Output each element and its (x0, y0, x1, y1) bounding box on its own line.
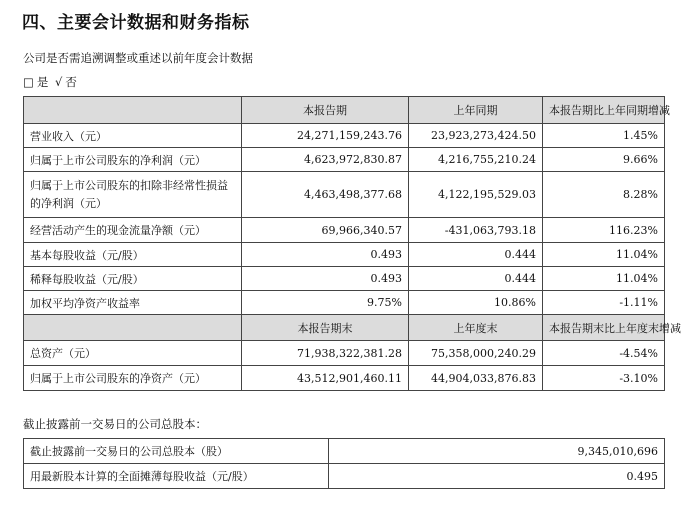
change-value: -4.54% (543, 341, 665, 366)
table-row (24, 439, 665, 464)
change-value: 1.45% (543, 124, 665, 148)
check-icon: √ (55, 75, 63, 89)
current-value: 4,463,498,377.68 (242, 172, 409, 218)
change-value: 11.04% (543, 267, 665, 291)
current-value: 9.75% (242, 291, 409, 315)
row-label: 用最新股本计算的全面摊薄每股收益（元/股） (24, 464, 329, 489)
row-label: 归属于上市公司股东的扣除非经常性损益的净利润（元） (24, 172, 242, 218)
table-row (24, 366, 665, 391)
header-cell: 本报告期 (242, 97, 409, 124)
current-value: 69,966,340.57 (242, 218, 409, 243)
prior-value: 75,358,000,240.29 (409, 341, 543, 366)
change-value: -1.11% (543, 291, 665, 315)
header-cell: 上年度末 (409, 315, 543, 341)
checkbox-icon: □ (23, 75, 34, 89)
share-capital-note: 截止披露前一交易日的公司总股本： (23, 417, 207, 431)
prior-value: 23,923,273,424.50 (409, 124, 543, 148)
current-value: 24,271,159,243.76 (242, 124, 409, 148)
prior-value: 0.444 (409, 267, 543, 291)
header-cell (24, 97, 242, 124)
current-value: 71,938,322,381.28 (242, 341, 409, 366)
financial-indicators-table (23, 96, 681, 391)
current-value: 43,512,901,460.11 (242, 366, 409, 391)
prior-value: 44,904,033,876.83 (409, 366, 543, 391)
row-value: 0.495 (329, 464, 665, 489)
header-cell: 本报告期比上年同期增减 (543, 97, 665, 124)
change-value: 8.28% (543, 172, 665, 218)
table-row (24, 464, 665, 489)
row-label: 稀释每股收益（元/股） (24, 267, 242, 291)
prior-value: 0.444 (409, 243, 543, 267)
change-value: 116.23% (543, 218, 665, 243)
section-heading: 四、主要会计数据和财务指标 (22, 13, 250, 33)
table-row (24, 267, 665, 291)
prior-value: 4,122,195,529.03 (409, 172, 543, 218)
row-label: 基本每股收益（元/股） (24, 243, 242, 267)
header-cell: 上年同期 (409, 97, 543, 124)
table-row (24, 341, 665, 366)
table-row (24, 124, 665, 148)
current-value: 0.493 (242, 267, 409, 291)
prior-value: -431,063,793.18 (409, 218, 543, 243)
table-header-row (24, 97, 665, 124)
header-cell: 本报告期末 (242, 315, 409, 341)
row-label: 归属于上市公司股东的净资产（元） (24, 366, 242, 391)
header-cell (24, 315, 242, 341)
row-value: 9,345,010,696 (329, 439, 665, 464)
current-value: 4,623,972,830.87 (242, 148, 409, 172)
share-capital-table (23, 438, 665, 489)
row-label: 加权平均净资产收益率 (24, 291, 242, 315)
table-row (24, 148, 665, 172)
table-row (24, 218, 665, 243)
header-cell: 本报告期末比上年度末增减 (543, 315, 665, 341)
row-label: 截止披露前一交易日的公司总股本（股） (24, 439, 329, 464)
option-yes: 是 (36, 75, 49, 89)
change-value: 9.66% (543, 148, 665, 172)
change-value: -3.10% (543, 366, 665, 391)
change-value: 11.04% (543, 243, 665, 267)
row-label: 总资产（元） (24, 341, 242, 366)
table-row (24, 172, 665, 218)
prior-value: 4,216,755,210.24 (409, 148, 543, 172)
table-row (24, 291, 665, 315)
current-value: 0.493 (242, 243, 409, 267)
restatement-options (23, 74, 80, 90)
table-row (24, 243, 665, 267)
table-header-row (24, 315, 665, 341)
prior-value: 10.86% (409, 291, 543, 315)
row-label: 归属于上市公司股东的净利润（元） (24, 148, 242, 172)
restatement-question: 公司是否需追溯调整或重述以前年度会计数据 (23, 51, 253, 65)
row-label: 营业收入（元） (24, 124, 242, 148)
option-no: 否 (65, 75, 77, 89)
row-label: 经营活动产生的现金流量净额（元） (24, 218, 242, 243)
